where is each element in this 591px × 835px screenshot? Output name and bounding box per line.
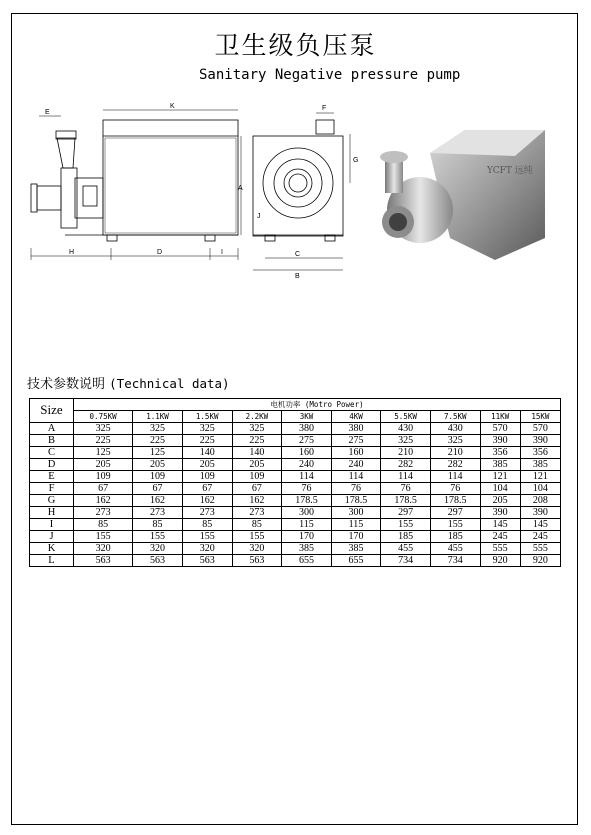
table-cell: 170 bbox=[282, 530, 332, 542]
table-cell: 114 bbox=[331, 470, 381, 482]
table-cell: 570 bbox=[520, 422, 560, 434]
table-cell: 455 bbox=[381, 542, 431, 554]
table-cell: 140 bbox=[182, 446, 232, 458]
table-cell: 114 bbox=[381, 470, 431, 482]
power-cell: 11KW bbox=[480, 411, 520, 423]
dim-label-j: J bbox=[257, 213, 261, 220]
table-cell: 185 bbox=[381, 530, 431, 542]
table-cell: 115 bbox=[331, 518, 381, 530]
table-cell: 104 bbox=[520, 482, 560, 494]
power-cell: 15KW bbox=[520, 411, 560, 423]
dim-label-b: B bbox=[295, 273, 300, 280]
table-cell: 85 bbox=[182, 518, 232, 530]
technical-data-table bbox=[29, 398, 561, 567]
row-label: C bbox=[30, 446, 74, 458]
table-header-row bbox=[30, 399, 561, 411]
table-cell: 245 bbox=[520, 530, 560, 542]
row-label: K bbox=[30, 542, 74, 554]
power-cell: 1.5KW bbox=[182, 411, 232, 423]
table-cell: 297 bbox=[430, 506, 480, 518]
table-cell: 76 bbox=[381, 482, 431, 494]
table-cell: 920 bbox=[480, 554, 520, 566]
table-cell: 390 bbox=[520, 434, 560, 446]
dim-label-d: D bbox=[157, 249, 163, 256]
table-cell: 178.5 bbox=[331, 494, 381, 506]
table-cell: 390 bbox=[520, 506, 560, 518]
table-cell: 178.5 bbox=[430, 494, 480, 506]
page-title-english: Sanitary Negative pressure pump bbox=[199, 67, 461, 83]
technical-drawings bbox=[25, 98, 570, 288]
row-label: A bbox=[30, 422, 74, 434]
table-cell: 205 bbox=[133, 458, 183, 470]
table-cell: 162 bbox=[182, 494, 232, 506]
table-cell: 76 bbox=[282, 482, 332, 494]
dim-label-c: C bbox=[295, 251, 301, 258]
table-cell: 563 bbox=[232, 554, 282, 566]
table-cell: 240 bbox=[331, 458, 381, 470]
table-row bbox=[30, 518, 561, 530]
power-cell: 2.2KW bbox=[232, 411, 282, 423]
table-cell: 320 bbox=[133, 542, 183, 554]
table-body bbox=[30, 422, 561, 566]
power-header: 电机功率 (Motro Power) bbox=[74, 399, 561, 411]
table-cell: 162 bbox=[74, 494, 133, 506]
dim-label-k: K bbox=[170, 103, 175, 110]
table-row bbox=[30, 458, 561, 470]
table-cell: 655 bbox=[282, 554, 332, 566]
table-cell: 297 bbox=[381, 506, 431, 518]
table-cell: 109 bbox=[74, 470, 133, 482]
row-label: F bbox=[30, 482, 74, 494]
table-cell: 240 bbox=[282, 458, 332, 470]
table-cell: 225 bbox=[74, 434, 133, 446]
table-cell: 430 bbox=[381, 422, 431, 434]
table-cell: 356 bbox=[480, 446, 520, 458]
power-cell: 3KW bbox=[282, 411, 332, 423]
page-title-chinese: 卫生级负压泵 bbox=[214, 31, 377, 60]
table-cell: 210 bbox=[381, 446, 431, 458]
table-cell: 76 bbox=[430, 482, 480, 494]
table-cell: 655 bbox=[331, 554, 381, 566]
section-heading bbox=[27, 373, 230, 392]
table-cell: 570 bbox=[480, 422, 520, 434]
table-cell: 104 bbox=[480, 482, 520, 494]
table-cell: 85 bbox=[74, 518, 133, 530]
table-cell: 109 bbox=[182, 470, 232, 482]
row-label: D bbox=[30, 458, 74, 470]
table-cell: 225 bbox=[232, 434, 282, 446]
table-row bbox=[30, 494, 561, 506]
table-cell: 114 bbox=[430, 470, 480, 482]
table-cell: 325 bbox=[182, 422, 232, 434]
table-cell: 563 bbox=[74, 554, 133, 566]
section-title-english: (Technical data) bbox=[109, 376, 230, 391]
row-label: B bbox=[30, 434, 74, 446]
table-cell: 320 bbox=[74, 542, 133, 554]
dim-label-f: F bbox=[322, 105, 327, 112]
table-row bbox=[30, 542, 561, 554]
table-cell: 205 bbox=[182, 458, 232, 470]
table-cell: 455 bbox=[430, 542, 480, 554]
dim-label-a: A bbox=[238, 185, 243, 192]
table-cell: 205 bbox=[232, 458, 282, 470]
table-cell: 178.5 bbox=[381, 494, 431, 506]
table-cell: 109 bbox=[232, 470, 282, 482]
table-cell: 325 bbox=[133, 422, 183, 434]
table-cell: 114 bbox=[282, 470, 332, 482]
table-cell: 162 bbox=[232, 494, 282, 506]
power-cell: 4KW bbox=[331, 411, 381, 423]
section-title-chinese: 技术参数说明 bbox=[27, 377, 106, 392]
table-cell: 282 bbox=[381, 458, 431, 470]
table-row bbox=[30, 506, 561, 518]
table-cell: 385 bbox=[331, 542, 381, 554]
table-cell: 555 bbox=[480, 542, 520, 554]
pump-photo bbox=[380, 130, 545, 260]
row-label: J bbox=[30, 530, 74, 542]
dim-label-e: E bbox=[45, 109, 50, 116]
table-cell: 162 bbox=[133, 494, 183, 506]
table-cell: 125 bbox=[74, 446, 133, 458]
photo-brand-text: YCFT 远纯 bbox=[487, 166, 533, 176]
front-view-drawing bbox=[241, 113, 350, 270]
table-cell: 185 bbox=[430, 530, 480, 542]
table-cell: 67 bbox=[74, 482, 133, 494]
front-view-labels bbox=[238, 105, 358, 280]
table-cell: 563 bbox=[133, 554, 183, 566]
table-cell: 205 bbox=[480, 494, 520, 506]
table-cell: 121 bbox=[480, 470, 520, 482]
table-cell: 380 bbox=[331, 422, 381, 434]
table-cell: 67 bbox=[232, 482, 282, 494]
table-cell: 205 bbox=[74, 458, 133, 470]
table-cell: 140 bbox=[232, 446, 282, 458]
power-cell: 5.5KW bbox=[381, 411, 431, 423]
table-cell: 430 bbox=[430, 422, 480, 434]
table-cell: 155 bbox=[74, 530, 133, 542]
table-cell: 555 bbox=[520, 542, 560, 554]
row-label: I bbox=[30, 518, 74, 530]
table-cell: 85 bbox=[133, 518, 183, 530]
table-cell: 385 bbox=[282, 542, 332, 554]
table-cell: 109 bbox=[133, 470, 183, 482]
table-cell: 245 bbox=[480, 530, 520, 542]
power-cell: 7.5KW bbox=[430, 411, 480, 423]
table-cell: 275 bbox=[282, 434, 332, 446]
row-label: E bbox=[30, 470, 74, 482]
table-cell: 178.5 bbox=[282, 494, 332, 506]
power-values-row bbox=[30, 411, 561, 423]
table-cell: 325 bbox=[381, 434, 431, 446]
table-cell: 155 bbox=[430, 518, 480, 530]
table-cell: 155 bbox=[133, 530, 183, 542]
power-cell: 1.1KW bbox=[133, 411, 183, 423]
table-cell: 67 bbox=[182, 482, 232, 494]
table-cell: 76 bbox=[331, 482, 381, 494]
table-cell: 273 bbox=[74, 506, 133, 518]
side-view-drawing bbox=[31, 110, 238, 260]
table-cell: 325 bbox=[430, 434, 480, 446]
table-cell: 170 bbox=[331, 530, 381, 542]
table-cell: 145 bbox=[480, 518, 520, 530]
row-label: H bbox=[30, 506, 74, 518]
table-cell: 125 bbox=[133, 446, 183, 458]
table-cell: 115 bbox=[282, 518, 332, 530]
table-cell: 390 bbox=[480, 434, 520, 446]
table-cell: 300 bbox=[282, 506, 332, 518]
row-label: L bbox=[30, 554, 74, 566]
table-cell: 380 bbox=[282, 422, 332, 434]
table-row bbox=[30, 422, 561, 434]
table-row bbox=[30, 482, 561, 494]
table-cell: 325 bbox=[74, 422, 133, 434]
table-cell: 145 bbox=[520, 518, 560, 530]
table-cell: 225 bbox=[182, 434, 232, 446]
table-cell: 325 bbox=[232, 422, 282, 434]
table-cell: 160 bbox=[282, 446, 332, 458]
table-cell: 300 bbox=[331, 506, 381, 518]
size-header: Size bbox=[30, 399, 74, 423]
table-row bbox=[30, 446, 561, 458]
table-cell: 385 bbox=[520, 458, 560, 470]
table-cell: 273 bbox=[133, 506, 183, 518]
table-row bbox=[30, 470, 561, 482]
table-cell: 734 bbox=[381, 554, 431, 566]
table-cell: 208 bbox=[520, 494, 560, 506]
table-cell: 273 bbox=[182, 506, 232, 518]
table-cell: 225 bbox=[133, 434, 183, 446]
table-cell: 563 bbox=[182, 554, 232, 566]
table-cell: 385 bbox=[480, 458, 520, 470]
table-row bbox=[30, 554, 561, 566]
table-cell: 282 bbox=[430, 458, 480, 470]
table-cell: 85 bbox=[232, 518, 282, 530]
table-cell: 160 bbox=[331, 446, 381, 458]
dim-label-h: H bbox=[69, 249, 75, 256]
table-cell: 155 bbox=[381, 518, 431, 530]
power-cell: 0.75KW bbox=[74, 411, 133, 423]
row-label: G bbox=[30, 494, 74, 506]
dim-label-i: I bbox=[221, 249, 223, 256]
table-cell: 320 bbox=[232, 542, 282, 554]
table-cell: 356 bbox=[520, 446, 560, 458]
table-cell: 67 bbox=[133, 482, 183, 494]
table-cell: 920 bbox=[520, 554, 560, 566]
table-row bbox=[30, 434, 561, 446]
table-cell: 320 bbox=[182, 542, 232, 554]
table-cell: 155 bbox=[232, 530, 282, 542]
table-cell: 275 bbox=[331, 434, 381, 446]
table-row bbox=[30, 530, 561, 542]
table-cell: 155 bbox=[182, 530, 232, 542]
table-cell: 390 bbox=[480, 506, 520, 518]
table-cell: 121 bbox=[520, 470, 560, 482]
table-cell: 273 bbox=[232, 506, 282, 518]
table-cell: 210 bbox=[430, 446, 480, 458]
table-cell: 734 bbox=[430, 554, 480, 566]
dim-label-g: G bbox=[353, 157, 359, 164]
